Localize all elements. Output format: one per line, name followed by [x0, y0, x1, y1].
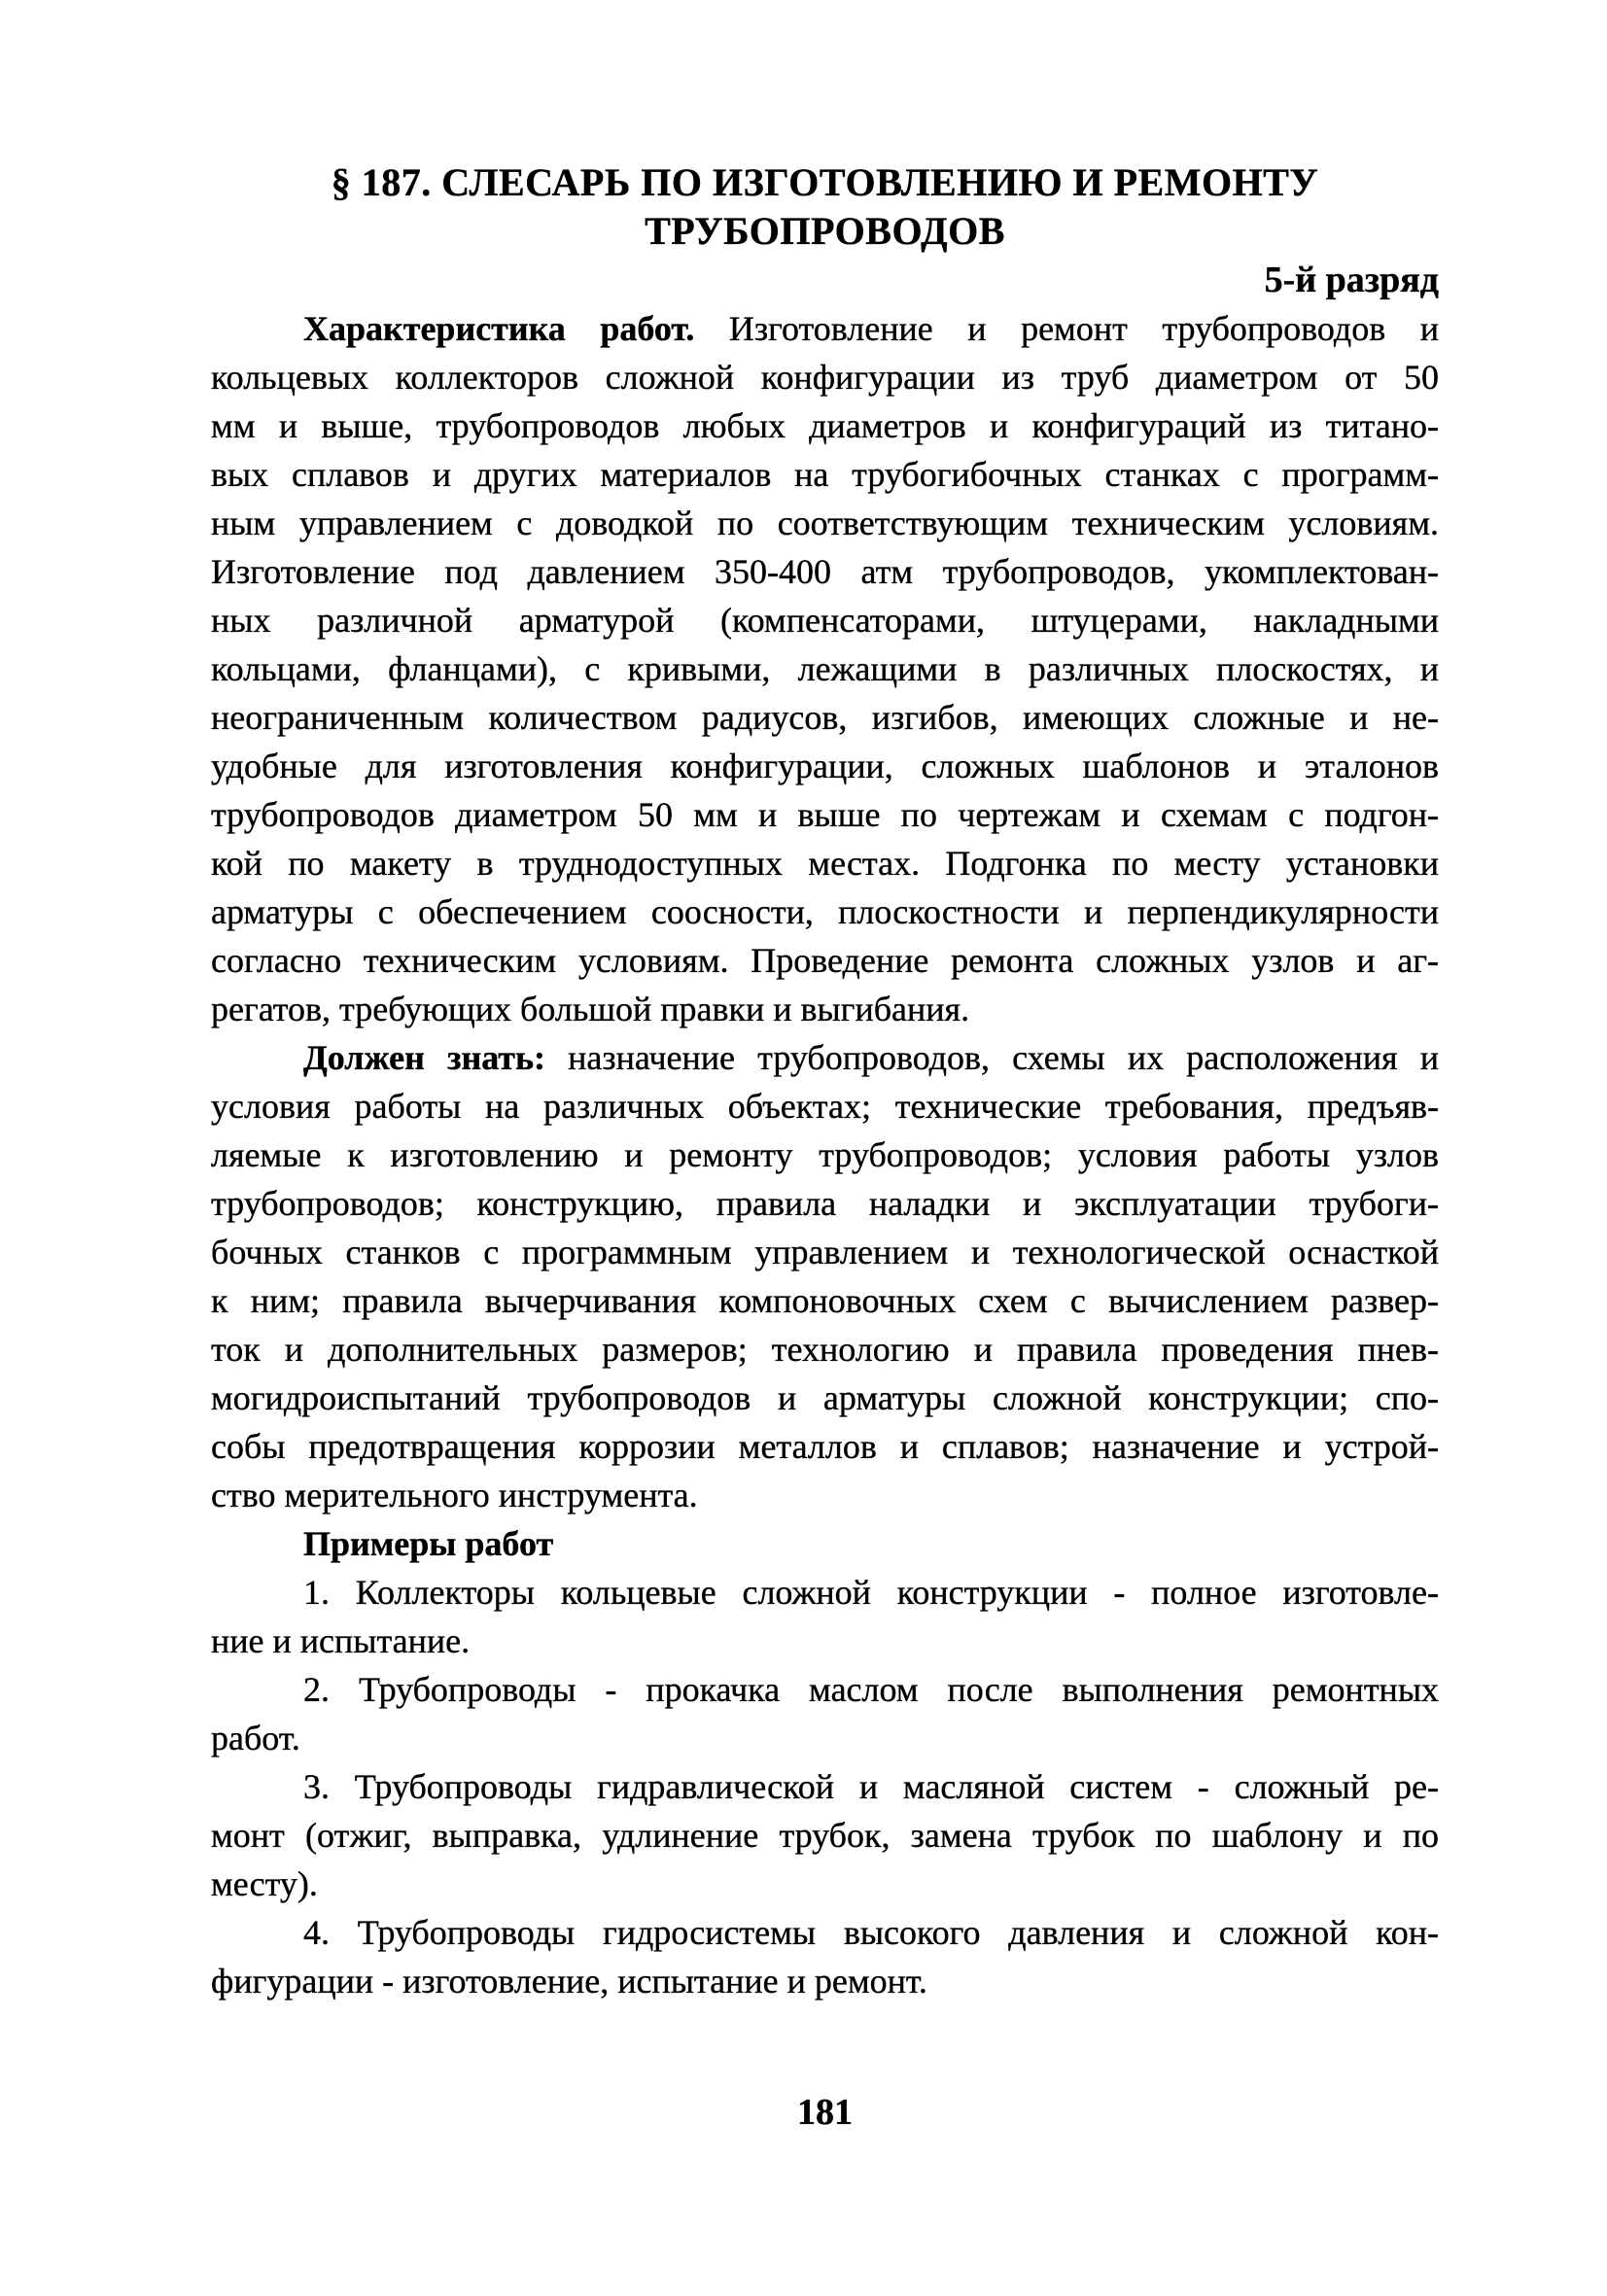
- text-line: монт (отжиг, выправка, удлинение трубок, замена трубок по шаблону и по: [211, 1816, 1439, 1855]
- section-title: [211, 158, 1439, 256]
- text-line: трубопроводов; конструкцию, правила наладки и эксплуатации трубоги-: [211, 1184, 1439, 1223]
- must-know-first-line: [211, 1033, 1439, 1082]
- text-line: Изготовление под давлением 350-400 атм трубопроводов, укомплектован-: [211, 552, 1439, 591]
- text-line: месту).: [211, 1864, 318, 1903]
- examples-heading: Примеры работ: [303, 1524, 554, 1563]
- text-line: регатов, требующих большой правки и выгибания.: [211, 990, 970, 1028]
- text-line: ных различной арматурой (компенсаторами, штуцерами, накладными: [211, 601, 1439, 640]
- text-line: неограниченным количеством радиусов, изгибов, имеющих сложные и не-: [211, 698, 1439, 737]
- characteristics-first-line-text: Изготовление и ремонт трубопроводов и: [694, 309, 1439, 348]
- text-line: 3. Трубопроводы гидравлической и масляной систем - сложный ре-: [303, 1767, 1439, 1806]
- text-line: кольцами, фланцами), с кривыми, лежащими в различных плоскостях, и: [211, 649, 1439, 688]
- section-title-line-2: ТРУБОПРОВОДОВ: [645, 209, 1005, 253]
- text-line: к ним; правила вычерчивания компоновочных схем с вычислением развер-: [211, 1281, 1439, 1320]
- section-title-line-1: § 187. СЛЕСАРЬ ПО ИЗГОТОВЛЕНИЮ И РЕМОНТУ: [331, 160, 1319, 204]
- text-line: могидроиспытаний трубопроводов и арматуры сложной конструкции; спо-: [211, 1378, 1439, 1417]
- text-line: согласно техническим условиям. Проведение ремонта сложных узлов и аг-: [211, 941, 1439, 980]
- text-line: ляемые к изготовлению и ремонту трубопроводов; условия работы узлов: [211, 1135, 1439, 1174]
- text-line: ство мерительного инструмента.: [211, 1476, 698, 1514]
- text-line: фигурации - изготовление, испытание и ремонт.: [211, 1962, 927, 2000]
- text-line: 4. Трубопроводы гидросистемы высокого давления и сложной кон-: [303, 1913, 1439, 1952]
- characteristics-first-line: [211, 304, 1439, 353]
- text-line: вых сплавов и других материалов на трубогибочных станках с программ-: [211, 455, 1439, 494]
- text-line: бочных станков с программным управлением и технологической оснасткой: [211, 1233, 1439, 1271]
- example-item: [211, 1665, 1439, 1762]
- text-line: ным управлением с доводкой по соответствующим техническим условиям.: [211, 504, 1439, 542]
- text-line: условия работы на различных объектах; технические требования, предъяв-: [211, 1087, 1439, 1126]
- must-know-label: Должен знать:: [303, 1038, 545, 1077]
- text-line: 1. Коллекторы кольцевые сложной конструкции - полное изготовле-: [303, 1573, 1439, 1612]
- text-line: удобные для изготовления конфигурации, сложных шаблонов и эталонов: [211, 747, 1439, 785]
- page-number: 181: [797, 2092, 853, 2133]
- text-line: ние и испытание.: [211, 1621, 471, 1660]
- characteristics-lines: [211, 353, 1439, 1033]
- text-line: трубопроводов диаметром 50 мм и выше по чертежам и схемам с подгон-: [211, 795, 1439, 834]
- text-line: работ.: [211, 1719, 300, 1757]
- text-line: кой по макету в труднодоступных местах. Подгонка по месту установки: [211, 844, 1439, 883]
- example-item: [211, 1568, 1439, 1665]
- text-line: арматуры с обеспечением соосности, плоскостности и перпендикулярности: [211, 892, 1439, 931]
- examples-list: [211, 1568, 1439, 2005]
- text-line: мм и выше, трубопроводов любых диаметров и конфигураций из титано-: [211, 406, 1439, 445]
- text-line: ток и дополнительных размеров; технологию и правила проведения пнев-: [211, 1330, 1439, 1369]
- grade-label: 5-й разряд: [1264, 260, 1439, 300]
- must-know-paragraph: [211, 1033, 1439, 1519]
- must-know-lines: [211, 1082, 1439, 1519]
- text-line: кольцевых коллекторов сложной конфигурации из труб диаметром от 50: [211, 358, 1439, 397]
- example-item: [211, 1762, 1439, 1908]
- must-know-first-line-text: назначение трубопроводов, схемы их расположения и: [544, 1038, 1439, 1077]
- example-item: [211, 1908, 1439, 2005]
- text-line: 2. Трубопроводы - прокачка маслом после выполнения ремонтных: [303, 1670, 1439, 1709]
- characteristics-paragraph: [211, 304, 1439, 1033]
- characteristics-label: Характеристика работ.: [303, 309, 695, 348]
- text-line: собы предотвращения коррозии металлов и сплавов; назначение и устрой-: [211, 1427, 1439, 1466]
